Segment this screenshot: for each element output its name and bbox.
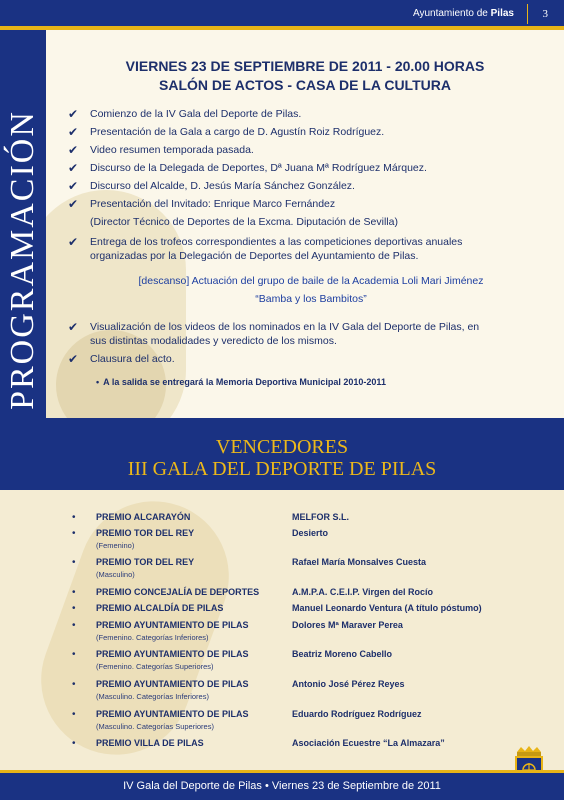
bullet-icon: • — [72, 512, 76, 523]
footer-gold-stripe — [0, 770, 564, 773]
program-item-text: Visualización de los videos de los nominados en la IV Gala del Deporte de Pilas, en — [90, 321, 480, 333]
prize-name: PREMIO ALCALDÍA DE PILAS — [96, 603, 224, 613]
bullet-icon: • — [72, 679, 76, 690]
section-sidebar — [0, 30, 46, 418]
bullet-icon: • — [72, 738, 76, 749]
prize-category: (Masculino. Categorías Inferiores) — [96, 692, 209, 701]
prize-category: (Femenino. Categorías Inferiores) — [96, 633, 209, 642]
winner-name: A.M.P.A. C.E.I.P. Virgen del Rocío — [292, 587, 434, 597]
prize-name: PREMIO CONCEJALÍA DE DEPORTES — [96, 587, 260, 597]
program-item-text: Video resumen temporada pasada. — [90, 144, 254, 156]
closing-note-text: A la salida se entregará la Memoria Deportiva Municipal 2010-2011 — [103, 377, 386, 387]
program-item — [68, 320, 535, 334]
bullet-icon: • — [72, 528, 76, 539]
bullet-icon: • — [72, 709, 76, 720]
program-item — [68, 235, 535, 249]
winner-name: Asociación Ecuestre “La Almazara” — [292, 738, 445, 748]
brand-prefix: Ayuntamiento de — [412, 8, 491, 19]
program-item-text: (Director Técnico de Deportes de la Excma. Diputación de Sevilla) — [90, 216, 398, 228]
program-item-text: Discurso de la Delegada de Deportes, Dª Juana Mª Rodríguez Márquez. — [90, 162, 427, 174]
program-section — [46, 30, 564, 418]
program-item-detail — [90, 215, 535, 229]
program-item-text: sus distintas modalidades y veredicto de los mismos. — [90, 335, 337, 347]
prize-name: PREMIO AYUNTAMIENTO DE PILAS — [96, 649, 249, 659]
prize-name: PREMIO VILLA DE PILAS — [96, 738, 204, 748]
winners-subtitle: III GALA DEL DEPORTE DE PILAS — [127, 458, 437, 480]
footer-text: IV Gala del Deporte de Pilas • Viernes 23 de Septiembre de 2011 — [123, 780, 441, 792]
prize-name: PREMIO TOR DEL REY — [96, 557, 195, 567]
prize-name: PREMIO AYUNTAMIENTO DE PILAS — [96, 709, 249, 719]
winner-name: Eduardo Rodríguez Rodríguez — [292, 709, 422, 719]
checkmark-icon: ✔ — [68, 197, 79, 211]
checkmark-icon: ✔ — [68, 235, 79, 249]
program-item-text: Discurso del Alcalde, D. Jesús María Sánchez González. — [90, 180, 355, 192]
program-item-text: Entrega de los trofeos correspondientes a las competiciones deportivas anuales — [90, 236, 463, 248]
header-brand — [413, 8, 514, 19]
program-item — [68, 125, 535, 139]
break-announcement: [descanso] Actuación del grupo de baile de la Academia Loli Mari Jiménez — [138, 275, 484, 287]
program-item-continuation — [90, 334, 535, 348]
winner-name: Manuel Leonardo Ventura (A título póstumo) — [292, 603, 482, 613]
winners-title: VENCEDORES — [215, 436, 349, 458]
program-item — [68, 107, 535, 121]
program-item — [68, 352, 535, 366]
break-group-name: “Bamba y los Bambitos” — [255, 293, 367, 305]
bullet-icon: • — [72, 587, 76, 598]
checkmark-icon: ✔ — [68, 161, 79, 175]
footer-bar — [0, 770, 564, 800]
prize-name: PREMIO TOR DEL REY — [96, 528, 195, 538]
prize-name: PREMIO AYUNTAMIENTO DE PILAS — [96, 679, 249, 689]
prize-category: (Femenino) — [96, 541, 135, 550]
prize-category: (Masculino. Categorías Superiores) — [96, 722, 214, 731]
event-date-heading: VIERNES 23 DE SEPTIEMBRE DE 2011 - 20.00 HORAS — [125, 58, 485, 74]
program-item-text: Clausura del acto. — [90, 353, 175, 365]
brand-name: Pilas — [490, 8, 514, 19]
checkmark-icon: ✔ — [68, 107, 79, 121]
program-item-text: Presentación de la Gala a cargo de D. Agustín Roiz Rodríguez. — [90, 126, 385, 138]
bullet-icon: • — [72, 603, 76, 614]
program-item — [68, 179, 535, 193]
page-number: 3 — [542, 8, 548, 20]
checkmark-icon: ✔ — [68, 179, 79, 193]
winner-name: Antonio José Pérez Reyes — [292, 679, 405, 689]
winner-name: Desierto — [292, 528, 329, 538]
header-separator — [527, 4, 528, 24]
prize-name: PREMIO ALCARAYÓN — [96, 512, 191, 522]
winner-name: MELFOR S.L. — [292, 512, 349, 522]
program-item-text: organizadas por la Delegación de Deportes del Ayuntamiento de Pilas. — [90, 250, 419, 262]
checkmark-icon: ✔ — [68, 125, 79, 139]
winner-name: Rafael María Monsalves Cuesta — [292, 557, 427, 567]
prize-category: (Femenino. Categorías Superiores) — [96, 662, 214, 671]
bullet-icon: • — [72, 649, 76, 660]
bullet-icon: • — [72, 620, 76, 631]
program-item-continuation — [90, 249, 535, 263]
header-bar — [0, 0, 564, 30]
closing-note — [96, 377, 386, 387]
program-item-text: Presentación del Invitado: Enrique Marco Fernández — [90, 198, 336, 210]
prize-category: (Masculino) — [96, 570, 135, 579]
checkmark-icon: ✔ — [68, 320, 79, 334]
program-item-text: Comienzo de la IV Gala del Deporte de Pilas. — [90, 108, 302, 120]
checkmark-icon: ✔ — [68, 143, 79, 157]
checkmark-icon: ✔ — [68, 352, 79, 366]
section-title: PROGRAMACIÓN — [4, 110, 41, 410]
bullet-icon: • — [72, 557, 76, 568]
program-item — [68, 161, 535, 175]
winner-name: Beatriz Moreno Cabello — [292, 649, 393, 659]
program-item — [68, 197, 535, 211]
event-venue-heading: SALÓN DE ACTOS - CASA DE LA CULTURA — [159, 77, 451, 93]
winners-list — [0, 490, 564, 770]
bullet-icon: • — [96, 377, 100, 387]
program-item — [68, 143, 535, 157]
winners-banner — [0, 418, 564, 490]
winner-name: Dolores Mª Maraver Perea — [292, 620, 403, 630]
prize-name: PREMIO AYUNTAMIENTO DE PILAS — [96, 620, 249, 630]
